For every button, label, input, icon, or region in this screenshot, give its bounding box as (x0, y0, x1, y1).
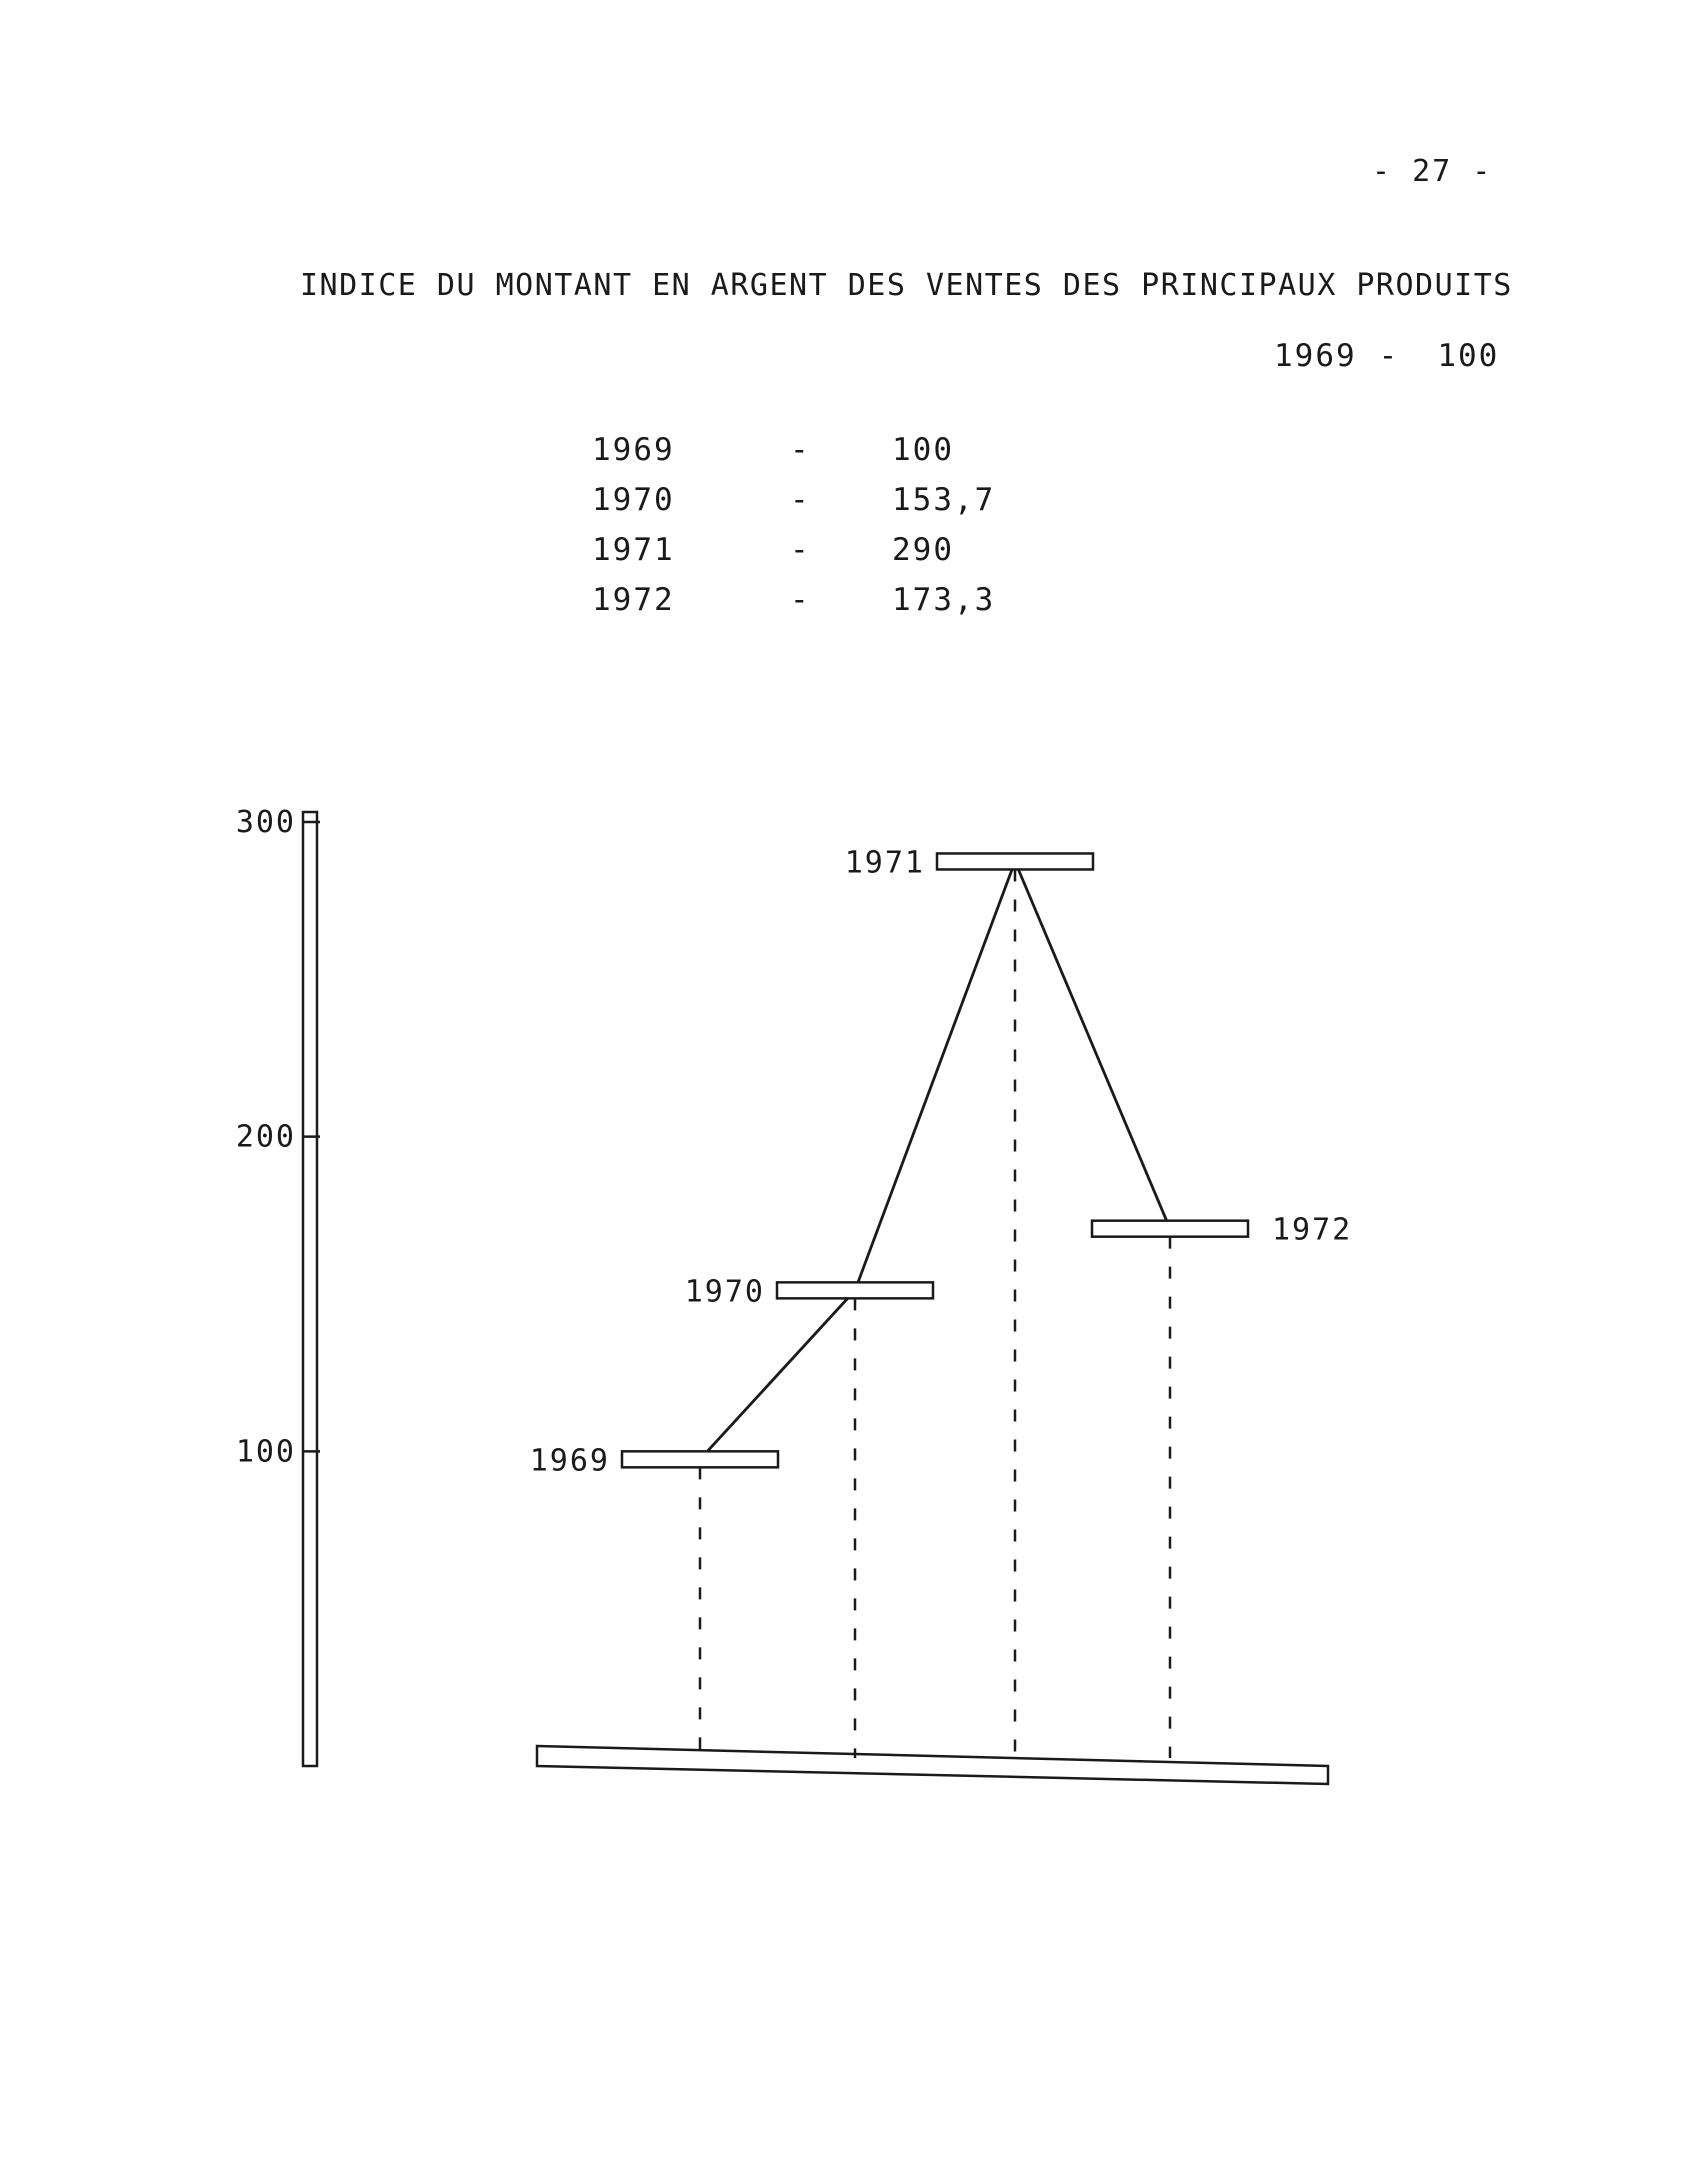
series-line (700, 861, 1170, 1459)
data-point-bar (1092, 1221, 1248, 1237)
table-year: 1970 (592, 482, 675, 518)
y-tick-label: 300 (235, 805, 296, 840)
base-value: 100 (1437, 338, 1500, 374)
y-tick-label: 200 (235, 1119, 296, 1155)
base-year: 1969 (1274, 338, 1357, 374)
table-value: 100 (892, 432, 954, 468)
data-point-bar (937, 853, 1093, 869)
table-year: 1969 (592, 432, 675, 468)
data-point-bar (622, 1451, 778, 1467)
table-value: 153,7 (892, 482, 996, 518)
table-dash: - (790, 582, 811, 618)
page-number: - 27 - (1372, 154, 1493, 189)
table-year: 1972 (592, 582, 675, 618)
y-axis-bar (303, 812, 317, 1766)
data-point-label: 1971 (844, 845, 925, 881)
data-point-label: 1972 (1272, 1212, 1353, 1248)
table-dash: - (790, 432, 811, 468)
table-dash: - (790, 532, 811, 568)
table-value: 290 (892, 532, 954, 568)
data-point-label: 1970 (684, 1274, 765, 1310)
table-dash: - (790, 482, 811, 518)
x-axis-bar (537, 1746, 1328, 1784)
page-title: INDICE DU MONTANT EN ARGENT DES VENTES DES PRINCIPAUX PRODUITS (300, 268, 1513, 303)
table-value: 173,3 (892, 582, 996, 618)
data-point-bar (777, 1282, 933, 1298)
table-year: 1971 (592, 532, 675, 568)
data-point-label: 1969 (529, 1443, 610, 1479)
base-dash: - (1378, 338, 1400, 374)
y-tick-label: 100 (235, 1434, 296, 1470)
